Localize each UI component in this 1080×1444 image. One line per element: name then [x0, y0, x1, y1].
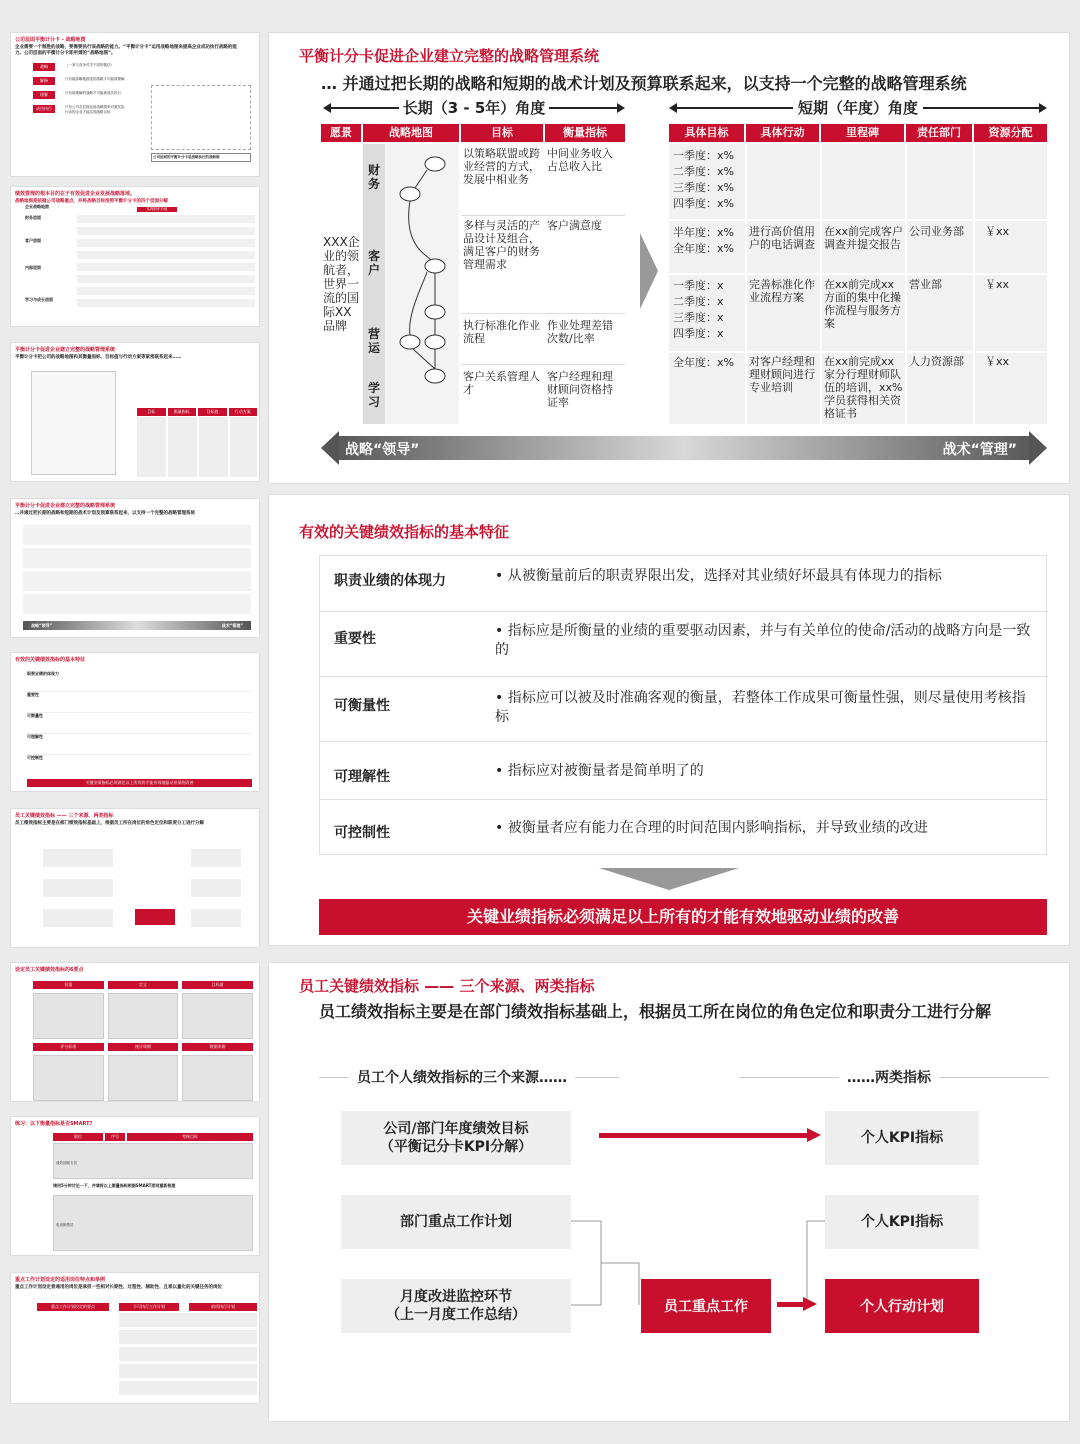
personal-action-plan: 个人行动计划 [825, 1279, 979, 1333]
thumb-slide-6[interactable] [10, 808, 260, 948]
chevron-down-icon [599, 868, 739, 890]
sources-heading: 员工个人绩效指标的三个来源…… [349, 1067, 575, 1087]
target-finance: 一季度：x% 二季度：x% 三季度：x% 四季度：x% [673, 149, 734, 210]
thumb-table [23, 525, 251, 617]
thumb-slide-7[interactable] [10, 962, 260, 1102]
leadership-label: 战略“领导” [345, 442, 420, 458]
perspective-finance: 财务 [367, 163, 380, 191]
thumb-role: 绩效回顾专员 [53, 1143, 253, 1179]
leadership-management-arrow [321, 431, 1047, 465]
measure-customer: 客户满意度 [547, 219, 602, 232]
thumb-slide-3[interactable] [10, 342, 260, 482]
thumb-text: …并通过把长期的战略和短期的战术计划及预算联系起来，以支持一个完整的战略管理系统 [15, 511, 195, 516]
thumb-title: 公司层面平衡计分卡 - 战略地图 [15, 37, 86, 43]
header-dept: 责任部门 [906, 124, 972, 142]
header-strategy-map: 战略地图 [363, 124, 459, 142]
thumb-bar: 关键业绩指标必须满足以上所有的才能有效地驱动业绩的改善 [27, 779, 252, 787]
slide-subtitle: 员工绩效指标主要是在部门绩效指标基础上，根据员工所在岗位的角色定位和职责分工进行分解 [319, 1002, 992, 1021]
header-resource: 资源分配 [974, 124, 1047, 142]
thumb-text: 平衡计分卡把公司的战略地图和其衡量指标、目标值与行动方案等紧密联系起来…… [15, 355, 182, 360]
resource-customer: ￥xx [985, 225, 1010, 238]
goal-learning: 客户关系管理人才 [463, 370, 540, 396]
target-learning: 全年度：x% [673, 356, 734, 369]
dept-operation: 营业部 [909, 278, 942, 291]
row-divider [669, 351, 1047, 353]
employee-key-work: 员工重点工作 [641, 1279, 771, 1333]
target-customer: 半年度：x% 全年度：x% [673, 226, 734, 255]
thumb-map [31, 371, 116, 475]
characteristics-table [319, 555, 1047, 855]
kpi-box-2: 个人KPI指标 [825, 1195, 979, 1249]
thumb-table [137, 417, 257, 477]
row-divider [669, 273, 1047, 275]
row-divider [461, 364, 625, 365]
thumb-slide-8[interactable] [10, 1116, 260, 1256]
thumb-title: 平衡计分卡促进企业建立完整的战略管理系统 [15, 347, 116, 353]
col-divider [820, 144, 822, 424]
long-term-label: 长期（3 - 5年）角度 [399, 100, 549, 116]
long-term-arrow [323, 100, 625, 116]
table-row: 重要性 • 指标应是所衡量的业绩的重要驱动因素，并与有关单位的使命/活动的战略方向是一致的 [320, 611, 1048, 676]
resource-operation: ￥xx [985, 278, 1010, 291]
milestone-customer: 在xx前完成客户调查并提交报告 [824, 225, 904, 251]
goal-operation: 执行标准化作业流程 [463, 319, 540, 345]
table-row: 可衡量性 • 指标应可以被及时准确客观的衡量，若整体工作成果可衡量性强，则尽量使用考核指标 [320, 676, 1048, 741]
perspective-customer: 客户 [367, 249, 380, 277]
arrow-right-icon [777, 1302, 805, 1307]
header-milestone: 里程碑 [821, 124, 904, 142]
source-company-goals: 公司/部门年度绩效目标 （平衡记分卡KPI分解） [341, 1111, 571, 1165]
thumb-boxes [191, 849, 241, 939]
thumb-grid: 权重 定义 目标值 评分标准 统计周期 数据来源 [33, 981, 253, 1101]
thumb-title: 有效的关键绩效指标的基本特征 [15, 657, 86, 663]
slide-strategy-system [268, 32, 1070, 484]
thumb-text: 战略地图是依据公司战略重点，并将战略目标按照平衡计分卡的四个层面分解 [15, 199, 168, 204]
target-operation: 一季度：x 二季度：x 三季度：x 四季度：x [673, 279, 724, 340]
thumb-slide-9[interactable] [10, 1272, 260, 1404]
thumb-label: 客户层面 [25, 238, 41, 243]
col-divider [905, 144, 907, 424]
perspective-operation: 营运 [367, 327, 380, 355]
row-divider [461, 313, 625, 314]
goal-customer: 多样与灵活的产品设计及组合，满足客户的财务管理需求 [463, 219, 540, 271]
arrow-right-icon [599, 1133, 809, 1138]
types-heading: ……两类指标 [839, 1067, 939, 1087]
thumb-heads: 目标 衡量指标 目标值 行动方案 [137, 408, 257, 416]
thumb-label: 内部层面 [25, 265, 41, 270]
action-learning: 对客户经理和理财顾问进行专业培训 [749, 355, 815, 394]
thumb-title: 练习：以下衡量指标是否SMART? [15, 1121, 93, 1127]
milestone-learning: 在xx前完成xx家分行理财师队伍的培训，xx%学员获得相关资格证书 [824, 355, 903, 420]
col-divider [745, 144, 747, 424]
thumb-red-box [135, 909, 175, 925]
thumb-caption: 公司层面的平衡计分卡是战略执行的战略图 [151, 153, 251, 162]
thumb-top-box: 实现股东价值 [137, 207, 177, 212]
thumb-boxes [43, 849, 113, 939]
kpi-box-1: 个人KPI指标 [825, 1111, 979, 1165]
thumb-label: 学习与成长层面 [25, 297, 53, 302]
chevron-right-icon [640, 233, 658, 309]
thumb-question: 请用5分钟讨论一下，并请将以上衡量指标根据SMART原则重新梳理 [53, 1183, 176, 1188]
thumb-text: 重点工作计划设定普通用的岗位是承担一些相对长期性、过程性、辅助性、且难以量化的关键任务的岗位 [15, 1285, 222, 1290]
header-vision: 愿景 [321, 124, 361, 142]
slide-title: 员工关键绩效指标 —— 三个来源、两类指标 [299, 977, 595, 995]
row-divider [461, 215, 625, 216]
thumb-title: 重点工作计划设定的适用岗位特点和举例 [15, 1277, 106, 1283]
thumb-table [119, 1313, 257, 1397]
thumb-label: 财务层面 [25, 215, 41, 220]
thumb-slide-5[interactable] [10, 652, 260, 792]
measure-operation: 作业处理差错次数/比率 [547, 319, 613, 345]
header-measure: 衡量指标 [545, 124, 625, 142]
header-action: 具体行动 [746, 124, 819, 142]
source-monthly-review: 月度改进监控环节 （上一月度工作总结） [341, 1279, 571, 1333]
thumb-step: 战略 （一套与竞争对手不同的做法） [33, 63, 143, 71]
perspective-learning: 学习 [367, 381, 380, 409]
thumb-step: 成功执行 只有公司各层面运用战略图来对照实际行动的企业才能实现战略目标 [33, 105, 143, 115]
slide-subtitle: … 并通过把长期的战略和短期的战术计划及预算联系起来，以支持一个完整的战略管理系统 [321, 74, 967, 93]
thumb-title: 员工关键绩效指标 —— 三个来源、两类指标 [15, 813, 114, 819]
thumb-text: 员工绩效指标主要是在部门绩效指标基础上，根据员工所在岗位的角色定位和职责分工进行分解 [15, 821, 204, 826]
measure-finance: 中间业务收入占总收入比 [547, 147, 613, 173]
vision-text: XXX企业的领航者，世界一流的国际XX品牌 [323, 235, 360, 333]
arrow-right-icon [807, 1128, 821, 1142]
thumb-text: 企业需要一个制胜的战略，要需要执行该战略的能力。“平衡计分卡”运用战略地图来提高企业成功执行战略的能力。公司层面的平衡计分卡即所谓的“战略地图”。 [15, 45, 237, 56]
resource-learning: ￥xx [985, 355, 1010, 368]
thumb-label: 企业战略地图 [25, 204, 49, 209]
dept-customer: 公司业务部 [909, 225, 964, 238]
thumb-step: 解释 只有能清晰地描述的战略才可能被理解 [33, 77, 143, 85]
milestone-operation: 在xx前完成xx方面的集中化操作流程与服务方案 [824, 278, 901, 330]
thumb-heads: 重点工作计划设定的要点 不可执行工作计划 前项执行计划 [37, 1303, 257, 1311]
row-divider [669, 219, 1047, 221]
measure-learning: 客户经理和理财顾问资格持证率 [547, 370, 613, 409]
header-goal: 目标 [461, 124, 543, 142]
thumb-rows: 职责业绩的体现力 重要性 可衡量性 可理解性 可控制性 [27, 671, 252, 776]
col-divider [973, 144, 975, 424]
dept-learning: 人力资源部 [909, 355, 964, 368]
table-row: 可控制性 • 被衡量者应有能力在合理的时间范围内影响指标，并导致业绩的改进 [320, 799, 1048, 855]
thumb-arrow-bar: 战略“领导” 战术“管理” [23, 621, 251, 630]
thumb-role: 电话销售员 [53, 1195, 253, 1251]
thumb-grid [77, 215, 255, 311]
slide-kpi-characteristics [268, 494, 1070, 946]
thumb-slide-1[interactable] [10, 32, 260, 177]
header-target: 具体目标 [669, 124, 744, 142]
arrow-right-icon [803, 1297, 817, 1311]
thumb-diagram [151, 85, 251, 150]
thumb-title: 设定员工关键绩效指标的6要点 [15, 967, 84, 973]
action-customer: 进行高价值用户的电话调查 [749, 225, 815, 251]
action-operation: 完善标准化作业流程方案 [749, 278, 815, 304]
thumb-slide-4[interactable] [10, 498, 260, 638]
short-term-arrow [669, 100, 1047, 116]
connector-lines [789, 1163, 829, 1313]
slide-title: 有效的关键绩效指标的基本特征 [299, 523, 510, 541]
thumb-title: 绩效管理的根本目的在于有效促进企业发展战略落地。 [15, 191, 136, 197]
goal-finance: 以策略联盟或跨业经营的方式，发展中相业务 [463, 147, 540, 186]
thumb-heads: 职位 序号 考核目标 [53, 1133, 253, 1141]
source-dept-plan: 部门重点工作计划 [341, 1195, 571, 1249]
slide-title: 平衡计分卡促进企业建立完整的战略管理系统 [299, 47, 600, 65]
short-term-label: 短期（年度）角度 [793, 100, 923, 116]
thumb-title: 平衡计分卡促进企业建立完整的战略管理系统 [15, 503, 116, 509]
strategy-map-diagram [385, 144, 459, 424]
thumb-slide-2[interactable] [10, 186, 260, 327]
thumb-step: 理解 只有被理解的战略才可能被成功执行 [33, 91, 143, 99]
management-label: 战术“管理” [942, 442, 1017, 458]
conclusion-bar: 关键业绩指标必须满足以上所有的才能有效地驱动业绩的改善 [319, 899, 1047, 935]
table-row: 职责业绩的体现力 • 从被衡量前后的职责界限出发，选择对其业绩好坏最具有体现力的指标 [334, 568, 942, 589]
slide-employee-kpi [268, 962, 1070, 1422]
table-row: 可理解性 • 指标应对被衡量者是简单明了的 [320, 741, 1048, 799]
